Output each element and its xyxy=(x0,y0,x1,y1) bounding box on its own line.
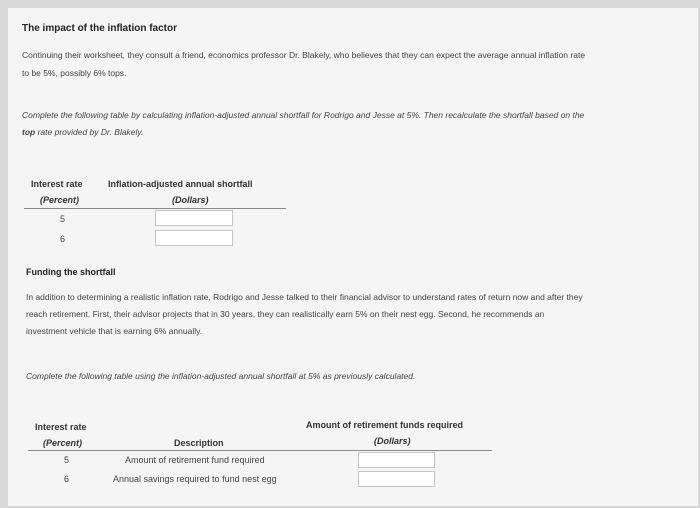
table2-row2-rate: 6 xyxy=(64,474,70,484)
table1-row2-rate: 6 xyxy=(60,234,66,244)
table1-header-rule xyxy=(24,208,286,209)
table1-row2-shortfall-input[interactable] xyxy=(155,230,233,246)
table2-col3-sub: (Dollars) xyxy=(374,436,411,446)
funding-paragraph-line3: investment vehicle that is earning 6% annually. xyxy=(26,326,203,336)
table1-row1-rate: 5 xyxy=(60,214,66,224)
table2-col3-header: Amount of retirement funds required xyxy=(306,420,464,430)
worksheet-page xyxy=(8,8,698,506)
table1-col1-sub: (Percent) xyxy=(40,195,80,205)
table2-row1-rate: 5 xyxy=(64,455,70,465)
table2-col1-header: Interest rate xyxy=(35,422,87,432)
table2-header-rule xyxy=(28,450,492,451)
table2-col2-header: Description xyxy=(174,438,224,448)
funding-paragraph-line1: In addition to determining a realistic inflation rate, Rodrigo and Jesse talked to their financial advisor to understand rates of return now and after they xyxy=(26,292,583,302)
table2-row1-description: Amount of retirement fund required xyxy=(125,455,265,465)
table1-col2-sub: (Dollars) xyxy=(172,195,209,205)
inflation-paragraph-line1: Continuing their worksheet, they consult a friend, economics professor Dr. Blakely, who believes that they can expect the average annual inflation rate xyxy=(22,50,586,60)
instruction1-line1: Complete the following table by calculating inflation-adjusted annual shortfall for Rodrigo and Jesse at 5%. Then recalculate the shortfall based on the xyxy=(22,110,585,120)
section-title-funding: Funding the shortfall xyxy=(26,267,116,277)
table2-row2-amount-input[interactable] xyxy=(358,471,435,487)
instruction1-line2-rest: rate provided by Dr. Blakely. xyxy=(35,127,144,137)
table1-col2-header: Inflation-adjusted annual shortfall xyxy=(108,179,253,189)
section-title-inflation: The impact of the inflation factor xyxy=(22,23,178,34)
table2-row1-amount-input[interactable] xyxy=(358,452,435,468)
table1-row1-shortfall-input[interactable] xyxy=(155,210,233,226)
table1-col1-header: Interest rate xyxy=(31,179,83,189)
instruction1-bold-top: top xyxy=(22,127,36,137)
inflation-paragraph-line2: to be 5%, possibly 6% tops. xyxy=(22,68,127,78)
table2-row2-description: Annual savings required to fund nest egg xyxy=(113,474,277,484)
instruction1-line2 xyxy=(22,124,143,141)
instruction2-text: Complete the following table using the inflation-adjusted annual shortfall at 5% as previously calculated. xyxy=(26,371,416,381)
table2-col1-sub: (Percent) xyxy=(43,438,83,448)
funding-paragraph-line2: reach retirement. First, their advisor projects that in 30 years, they can realistically earn 5% on their nest egg. Second, he recommends an xyxy=(26,309,545,319)
